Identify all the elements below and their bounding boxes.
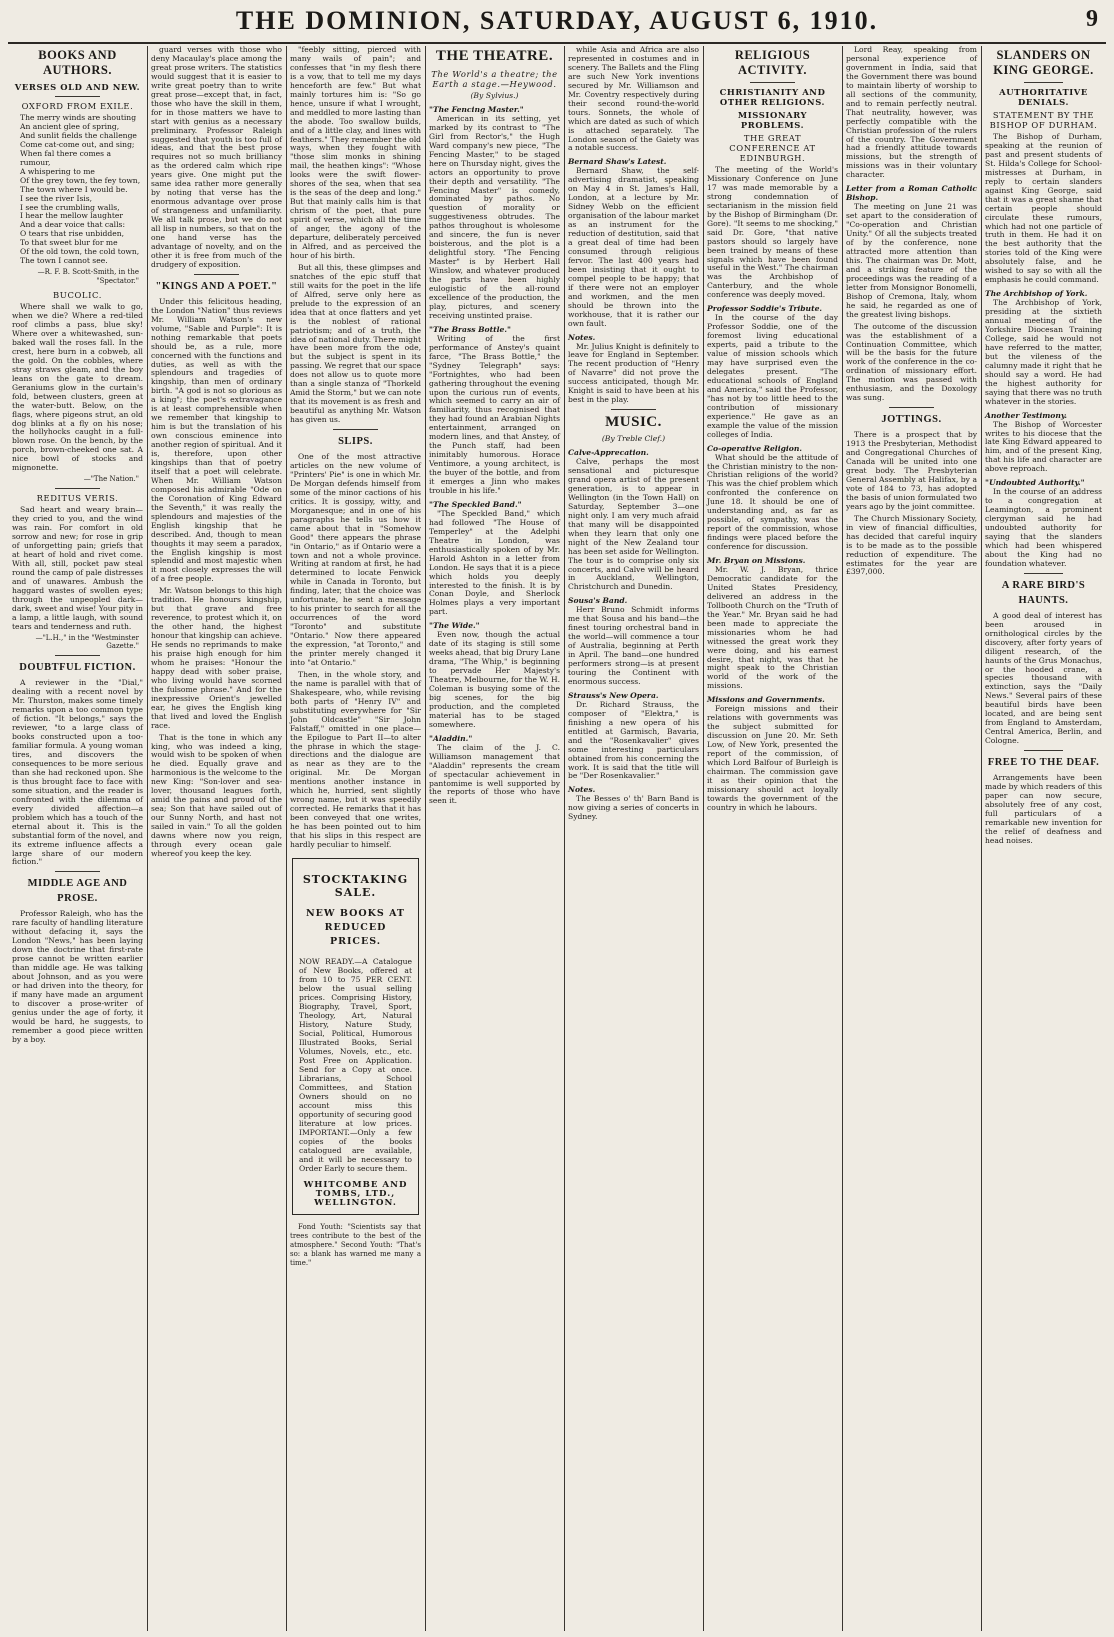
attribution: —"L.H.," in the "Westminster Gazette.": [35, 633, 139, 651]
masthead-rule: [8, 42, 1106, 44]
article-body: Then, in the whole story, and the name is parallel with that of Shakespeare, who, while revising both parts of "Henry IV" and substituting everywhere for "Sir John Oldcastle" "Sir John Falstaff," omitted in one place—the Epilogue to Part II—to alter the phrase in which the stage-directions and the dialogue are as near as they are to the original. Mr. De Morgan mentions another instance in which he, hurried, sent slightly wrong name, but it was speedily corrected. He remarks that it has been conveyed that one writes, he has been pointed out to him that his slips in this respect are hardly peculiar to himself.: [290, 669, 421, 850]
article-body: A reviewer in the "Dial," dealing with a recent novel by Mr. Thurston, makes some timely remarks upon a too common type of fiction. "It belongs," says the reviewer, "to a large class of books constructed upon a too-familiar formula. A young woman tires, and discovers the consequences to be more serious than she had reckoned upon. She is thus brought face to face with some situation, and the reader is confronted with the dilemma of every divided affection—a problem which has a touch of the eternal about it. This is the substantial form of the novel, and its extreme influence affects a large share of our modern fiction.": [12, 678, 143, 867]
advertisement-heading: STOCKTAKING SALE.: [302, 872, 409, 899]
article-body: The meeting of the World's Missionary Conference on June 17 was made memorable by a strong condemnation of sectarianism in the mission field by the Bishop of Birmingham (Dr. Gore). "It seems to me shocking," said Dr. Gore, "that native pastors should so largely have been trained by means of these signals which have been found useful in the West." The chairman was the Archbishop of Canterbury, and the whole conference was deeply moved.: [707, 165, 838, 300]
article-subsection-heading: Bernard Shaw's Latest.: [568, 157, 667, 167]
article-heading: MIDDLE AGE AND PROSE.: [27, 878, 128, 905]
divider: [889, 407, 934, 408]
masthead: [0, 6, 1114, 42]
article-subsection-heading: Letter from a Roman Catholic Bishop.: [846, 184, 977, 203]
article-body: Under this felicitous heading, the London "Nation" thus reviews Mr. William Watson's new volume, "Sable and Purple": It is nothing remarkable that poets should be, as a rule, more concerned with the functions and duties, as well as with the splendours and tragedies of kingship, than men of ordinary birth. "A god is not so glorious as a king"; the poet's extravagance is at least comprehensible when we remember that kingship to him is but the translation of his own conscious eminence into another region of spiritual. And it is, therefore, upon other kingships than that of poetry itself that a poet will celebrate. When Mr. William Watson composed his admirable "Ode on the Coronation of King Edward the Seventh," it was really the splendours and majesties of the English kingship that he described. And, though to mean thoughts it may seem a paradox, the English kingship is most splendid and most majestic when it most closely expresses the will of a free people.: [151, 296, 282, 584]
advertisement-box: [292, 858, 419, 1215]
column-1: [8, 46, 147, 1631]
article-subsection-heading: "Aladdin.": [429, 733, 473, 743]
attribution: —"The Nation.": [83, 475, 139, 484]
article-body: "feebly sitting, pierced with many wails of pain"; and confesses that "in my flesh there is a vow, that to tell me my days henceforth are few." But what mainly tortures him is: "So go hence, unsure if what I wrought, and meddled to more lasting than the abode. Too swallow builds, and of a little clay, and lines with feathers." They remember the old ways, when they fought with "those slim monks in shining mail, the heathen kings": "Whose looks were the swift flower-shores of the sea, when that sea is the seas of the deep and long." But that mainly calls him is that chrism of the poet, that pure spirit of verse, which all the time of anger, the agony of the departure, deliberately perceived in Alfred, and as perceived the hour of his birth.: [290, 46, 421, 260]
article-subsection-heading: Another Testimony.: [985, 410, 1068, 420]
article-body: The meeting on June 21 was set apart to the consideration of "Co-operation and Christian Unity." Of all the subjects treated of by the conference, none attracted more attention than this. The chairman was Dr. Mott, and a striking feature of the proceedings was the reading of a letter from Monsignor Bonomelli, Bishop of Cremona, Italy, whom he said, he regarded as one of the greatest living bishops.: [846, 202, 977, 319]
section-heading: THE THEATRE.: [435, 48, 554, 64]
article-body: Mr. Watson belongs to this high tradition. He honours kingship, but that grave and free reverence, to protest which it, on the other hand, the highest honour that kingship can achieve. He sends no reprimands to make his praise high enough for him whom he praises: "Honour the happy dead with sober praise, who living would have scorned the fulsome phrase." And for the inexpressive Orient's jewelled ear, he gives the English king that lived and loved the English race.: [151, 586, 282, 730]
article-body: In the course of the day Professor Soddie, one of the foremost living educational experts, paid a tribute to the value of mission schools which may have surprised even the delegates present. "The educational schools of England and America," said the Professor, "has not by too little heed to the contribution of missionary experience." He gave as an example the value of the mission colleges of India.: [707, 313, 838, 439]
article-body: American in its setting, yet marked by its contrast to "The Girl from Rector's," the Hugh Ward company's new piece, "The Fencing Master," to be staged here on Thursday night, gives the actors an opportunity to prove their depth and versatility. "The Fencing Master" is comedy, dominated by pathos. No question of morality or suggestiveness obtrudes. The pathos throughout is wholesome and sincere, the fun is never boisterous, and the plot is a delightful story. "The Fencing Master" is by Herbert Hall Winslow, and whatever produced the parts have been highly eulogistic of the all-round excellence of the production, the play, pictures, and scenery receiving unstinted praise.: [429, 113, 560, 320]
article-body: That is the tone in which any king, who was indeed a king, would wish to be spoken of when he died. Equally grave and harmonious is the welcome to the new King: "Son-lover and sea-lover, thousand leagues forth, amid the pains and proud of the sea; Son that have sailed out of our Sunny North, and hast not sailed in vain." To all the golden dawns where now you reign, through every ocean gale whereof you keep the key.: [151, 732, 282, 858]
advertisement-footer: WHITCOMBE AND TOMBS, LTD., WELLINGTON.: [303, 1179, 408, 1208]
article-subsection-heading: "The Speckled Band.": [429, 499, 522, 509]
article-body: Dr. Richard Strauss, the composer of "Elektra," is finishing a new opera of his entitled at Garmisch, Bavaria, and the "Rosenkavalier" gives some interesting particulars obtained from his concerning the work. It is said that the title will be "Der Rosenkavalier.": [568, 699, 699, 781]
article-heading: VERSES OLD AND NEW.: [14, 82, 141, 92]
section-heading: BOOKS AND AUTHORS.: [38, 48, 117, 77]
article-subheading: REDITUS VERIS.: [36, 493, 119, 504]
advertisement-subheading: NEW BOOKS AT REDUCED PRICES.: [305, 907, 405, 947]
byline: (By Sylvius.): [470, 91, 519, 100]
attribution: —R. F. B. Scott-Smith, in the "Spectator.": [37, 268, 139, 286]
article-heading: A RARE BIRD'S HAUNTS.: [1001, 579, 1086, 606]
article-subsection-heading: Notes.: [568, 332, 596, 342]
article-subsection-heading: "The Wide.": [429, 621, 480, 631]
article-body: Fond Youth: "Scientists say that trees contribute to the best of the atmosphere." Second Youth: "That's so: a blank has warned me many a time.": [290, 1222, 421, 1267]
article-body: Foreign missions and their relations with governments was the subject submitted for discussion on June 20. Mr. Seth Low, of New York, presented the report of the commission, of which Lord Balfour of Burleigh is chairman. The commission gave it as their opinion that the missionary should act loyally towards the government of the country in which he labours.: [707, 704, 838, 812]
section-heading: MUSIC.: [605, 414, 662, 431]
article-subsection-heading: Notes.: [568, 785, 596, 795]
column-6: [703, 46, 842, 1631]
article-body: Bernard Shaw, the self-advertising dramatist, speaking on May 4 in St. James's Hall, London, at a lecture by Mr. Sidney Webb on the efficient organisation of the labour market as an instrument for the reduction of destitution, said that a great deal of time had been consumed through religious fervor. The last 400 years had been insisting that it ought to compel people to be happy; that if there were not an employer and workmen, and the men should be thrown into the workhouse, that it is rather our own fault.: [568, 166, 699, 328]
article-body: The Archbishop of York, presiding at the sixtieth annual meeting of the Yorkshire Diocesan Training College, said he would not have referred to the matter, but the vileness of the calumny made it right that he should say a word. He had the highest authority for saying that there was no truth whatever in the stories.: [985, 298, 1102, 406]
article-body: What should be the attitude of the Christian ministry to the non-Christian religions of the world? This was the chief problem which confronted the conference on June 18. It should be one of understanding and, as far as possible, of sympathy, was the report of the commission, whose findings were placed before the conference for discussion.: [707, 452, 838, 552]
section-heading: RELIGIOUS ACTIVITY.: [734, 48, 811, 77]
article-body: while Asia and Africa are also represented in costumes and in scenery. The Ballets and the Fling are such New York inventions secured by Mr. Williamson and Mr. Coventry respectively during their second round-the-world tours. Sonnets, the whole of which are dated as such of which is attached separately. The London season of the Gaiety was a notable success.: [568, 46, 699, 153]
column-4: [425, 46, 564, 1631]
article-subsection-heading: Co-operative Religion.: [707, 443, 803, 453]
divider: [194, 274, 239, 275]
article-subsection-heading: "The Brass Bottle.": [429, 324, 511, 334]
divider: [55, 488, 100, 489]
article-heading: FREE TO THE DEAF.: [987, 757, 1100, 769]
article-heading: "KINGS AND A POET.": [155, 280, 278, 292]
divider: [333, 429, 378, 430]
article-body: Arrangements have been made by which readers of this paper can now secure, absolutely free of any cost, full particulars of a remarkable new invention for the relief of deafness and head noises.: [985, 773, 1102, 845]
article-body: There is a prospect that by 1913 the Presbyterian, Methodist and Congregational Churches of Canada will be united into one great body. The Presbyterian General Assembly at Halifax, by a vote of 184 to 73, has adopted the basis of union formulated two years ago by the joint committee.: [846, 430, 977, 511]
masthead-title: THE DOMINION, SATURDAY, AUGUST 6, 1910.: [235, 6, 879, 35]
article-body: The outcome of the discussion was the establishment of a Continuation Committee, which will be the basis for the future work of the conference in the co-ordination of missionary effort. The motion was passed with enthusiasm, and the Doxology was sung.: [846, 321, 977, 403]
article-body: In the course of an address to a congregation at Leamington, a prominent clergyman said he had undoubted authority for saying that the slanders which had been whispered about the King had no foundation whatever.: [985, 487, 1102, 568]
advertisement-body: NOW READY.—A Catalogue of New Books, offered at from 10 to 75 PER CENT. below the usual selling prices. Comprising History, Biography, Travel, Sport, Theology, Art, Natural History, Nature Study, Social, Political, Humorous Illustrated Books, Serial Volumes, Novels, etc., etc. Post Free on Application. Send for a Copy at once. Librarians, School Committees, and Station Owners should on no account miss this opportunity of securing good literature at low prices. IMPORTANT.—Only a few copies of the books catalogued are available, and it will be necessary to Order Early to secure them.: [299, 956, 412, 1173]
article-subsection-heading: Missions and Governments.: [707, 695, 825, 705]
article-subheading: OXFORD FROM EXILE.: [21, 101, 134, 111]
divider: [55, 655, 100, 656]
article-body: Lord Reay, speaking from personal experience of government in India, said that the Government there was bound to maintain liberty of worship to all sections of the community, and to remain perfectly neutral. That neutrality, however, was perfectly compatible with the Christian profession of the rulers of the country. The Government had a friendly attitude towards missions, but the strength of missions was in their voluntary character.: [846, 46, 977, 180]
section-heading: SLANDERS ON KING GEORGE.: [993, 48, 1094, 77]
article-body: The Bishop of Worcester writes to his diocese that the late King Edward appeared to him, and of the present King, that his life and character are above reproach.: [985, 419, 1102, 474]
article-body: guard verses with those who deny Macaulay's place among the great prose writers. The statistics would suggest that it is easier to write great poetry than to write great prose—except that, in fact, those who have the skill in them, for in those matters we have to start with genius as a necessary preliminary. Professor Raleigh suggested that youth is too full of ideas, and that the best prose requires not so much brilliancy as the ordered calm which ripe years give. One might put the same idea rather more generally by noting that verse has the enormous advantage over prose of strangeness and unfamiliarity. We all talk prose, but we do not all lisp in numbers, so that on the one hand verse has the advantage of novelty, and on the other it is free from much of the drudgery of exposition.: [151, 46, 282, 269]
article-subheading: STATEMENT BY THE BISHOP OF DURHAM.: [989, 110, 1098, 130]
article-body: Calve, perhaps the most sensational and picturesque grand opera artist of the present generation, is to appear in Wellington (in the Town Hall) on Saturday, September 3—one night only. I am very much afraid that many will be disappointed when they learn that only one night of the New Zealand tour has been set aside for Wellington. The tour is to comprise only six concerts, and Calve will be heard in Auckland, Wellington, Christchurch and Dunedin.: [568, 457, 699, 592]
divider: [55, 96, 100, 97]
article-subsection-heading: Professor Soddie's Tribute.: [707, 304, 823, 314]
column-3: [286, 46, 425, 1631]
article-body: Mr. Julius Knight is definitely to leave for England in September. The recent production of "Henry of Navarre" did not prove the success anticipated, though Mr. Knight is said to have been at his best in the play.: [568, 341, 699, 405]
article-body: The claim of the J. C. Williamson management that "Aladdin" represents the cream of spectacular achievement in pantomime is well supported by the reports of those who have seen it.: [429, 742, 560, 806]
article-body: Even now, though the actual date of its staging is still some weeks ahead, that big Drury Lane drama, "The Whip," is beginning to pervade Her Majesty's Theatre, Melbourne, for the W. H. Coleman is busying some of the big scenes, for the big production, and the completed material has to be staged somewhere.: [429, 630, 560, 729]
divider: [1024, 82, 1064, 83]
divider: [1024, 573, 1064, 574]
article-body: The Bishop of Durham, speaking at the reunion of past and present students of St. Hilda's College for School-mistresses at Durham, in reply to certain slanders against King George, said that it was a great shame that certain people should circulate these rumours, which had not one particle of truth in them. He had it on the best authority that the stories told of the King were absolutely false, and he wished to say so with all the emphasis he could command.: [985, 132, 1102, 285]
article-body: Where shall we walk to go, when we die? Where a red-tiled roof climbs a pass, blue sky! Where over a whitewashed, sun-baked wall the roses fall. In the crest, here burn in a cobweb, all the gold. On the cobbles, where stray straws gleam, and the boy leans on the gate to dream. Geraniums glow in the curtain's fold, between clusters, green at the water-butt. Below, on the flags, where pigeons strut, an old dog blinks at a fly on his nose; the hollyhocks caught in a full-blown rose. On the bench, by the porch, brown-cheeked one sat. A nice bowl of stocks and mignonette.: [12, 302, 143, 473]
column-7: [842, 46, 981, 1631]
article-body: One of the most attractive articles on the new volume of "Printers' Pie" is one in which Mr. De Morgan defends himself from some of the minor cactions of his critics. It is gossipy, witty, and Morganesque; and in one of his paragraphs he tells us how it came about that in "Somehow Good" there appears the phrase "in Ontario," as if Ontario were a town and not a whole province. Writing at random at first, he had determined to locate Fenwick while in Canada in Toronto, but finding, later, that the choice was unfortunate, he sent a message to his printer to search for all the occurrences of the word "Toronto" and substitute "Ontario." Now there appeared the expression, "at Toronto," and the printer merely changed it into "at Ontario.": [290, 452, 421, 667]
article-subsection-heading: Mr. Bryan on Missions.: [707, 556, 806, 566]
article-body: Sad heart and weary brain—they cried to you, and the wind was rain. For comfort in old sorrow and new; for rose in grip of unforgetting pain; griefs that at heart of hold and rivet come. With all, still, pocket paw steal round the camp of pale distresses and of unawares. Ambush the haggard wastes of swollen eyes; through the unpeopled dark—dark, sweet and wise! Your pity in a lamp, a little laugh, with sound tears and tenderness and ruth.: [12, 505, 143, 631]
divider: [750, 82, 795, 83]
article-subheading: BUCOLIC.: [53, 290, 102, 301]
column-8: [981, 46, 1106, 1631]
article-body: A good deal of interest has been aroused in ornithological circles by the discovery, after forty years of diligent research, of the haunts of the Grus Monachus, or the hooded crane, a species thousand with extinction, says the "Daily News." Several pairs of these beautiful birds have been located, and are being sent from England to Amsterdam, Central America, Berlin, and Cologne.: [985, 610, 1102, 746]
article-subheading: AUTHORITATIVE DENIALS.: [999, 87, 1088, 107]
article-body: "The Speckled Band," which had followed "The House of Temperley" at the Adelphi Theatre in London, was enthusiastically spoken of by Mr. Harold Ashton in a letter from London. He says that it is a piece which holds you deeply interested to the finish. It is by Conan Doyle, and Sherlock Holmes plays a very important part.: [429, 508, 560, 617]
divider: [1024, 750, 1064, 751]
byline: (By Treble Clef.): [601, 434, 666, 444]
article-heading: CHRISTIANITY AND OTHER RELIGIONS.: [719, 87, 826, 107]
poem: The merry winds are shouting An ancient glee of spring, And sunlit fields the challenge Come cat-come out, and sing; When fal there comes a rumour, A whispering to me Of the grey town, the fey town, The town where I would be. I see the river Isis, I see the crumbling walls, I hear the mellow laughter And a dear voice that calls: O tears that rise unbidden, To that sweet blur for me Of the old town, the cold town, The town I cannot see.: [20, 113, 141, 266]
divider: [55, 871, 100, 872]
article-body: The Besses o' th' Barn Band is now giving a series of concerts in Sydney.: [568, 794, 699, 822]
article-subsection-heading: "Undoubted Authority.": [985, 478, 1085, 488]
article-body: Professor Raleigh, who has the rare faculty of handling literature without defacing it, says the London "News," has been laying down the doctrine that first-rate prose cannot be written earlier than middle age. He was talking about Johnson, and as you were or had driven into the theory, for if many have made an argument to discover a prose-writer of genius under the age of forty, it would be hard, he suggests, to remember a good piece written by a boy.: [12, 909, 143, 1044]
article-body: Herr Bruno Schmidt informs me that Sousa and his band—the finest touring orchestral band in the world—will commence a tour of Australia, beginning at Perth in April. The band—one hundred performers strong—is at present touring the Continent with enormous success.: [568, 605, 699, 686]
column-5: [564, 46, 703, 1631]
divider: [611, 409, 656, 410]
article-subsection-heading: Strauss's New Opera.: [568, 690, 659, 700]
article-heading: JOTTINGS.: [881, 414, 942, 426]
article-subsection-heading: Calve-Apprecation.: [568, 448, 649, 458]
article-subheading: The World's a theatre; the Earth a stage.—Heywood.: [431, 69, 558, 89]
article-heading: DOUBTFUL FICTION.: [19, 662, 136, 674]
article-subsection-heading: The Archbishop of York.: [985, 289, 1088, 299]
article-subheading: MISSIONARY PROBLEMS.: [737, 110, 808, 130]
article-subsection-heading: Sousa's Band.: [568, 596, 628, 606]
article-heading: SLIPS.: [338, 436, 373, 448]
page-number: 9: [1086, 6, 1100, 32]
article-body: Mr. W. J. Bryan, thrice Democratic candidate for the United States Presidency, delivered an address in the Tollbooth Church on the "Truth of the Year." Mr. Bryan said he had been made to appreciate the missionaries whom he had witnessed the great work they were doing, and his earnest desire, that night, was that he might speak to the Christian world of the work of the missions.: [707, 564, 838, 691]
article-subsection-heading: "The Fencing Master.": [429, 104, 524, 114]
article-body: But all this, these glimpses and snatches of the epic stuff that still waits for the poet in the life of Alfred, serve only here as prelude to the expression of an idea that at once flatters and yet is the noblest of rational patriotism; and of a truth, the idea of national duty. There might have been more from the ode, but the subject is spent in its passing. We regret that our space does not allow us to quote more than a single stanza of "Thorkeld Amid the Storm," but we can note that its movement is as fresh and beautiful as anything Mr. Watson has given us.: [290, 262, 421, 425]
column-2: [147, 46, 286, 1631]
article-body: The Church Missionary Society, in view of financial difficulties, has decided that careful inquiry is to be made as to the possible reduction of expenditure. The estimates for the year are £397,000.: [846, 513, 977, 577]
article-subheading: THE GREAT CONFERENCE AT EDINBURGH.: [729, 133, 816, 163]
article-body: Writing of the first performance of Anstey's quaint farce, "The Brass Bottle," the "Sydney Telegraph" says: "Fortnightes, who had been gathering throughout the evening upon the curious run of events, which seemed to carry an air of familiarity, thus recognised that they had found an Arabian Nights entertainment, arranged on modern lines, and that Anstey, of the Punch staff, had been inimitably humorous. Horace Ventimore, a young architect, is the buyer of the bottle, and from it emerges a Jinn who makes trouble in his life.": [429, 333, 560, 495]
